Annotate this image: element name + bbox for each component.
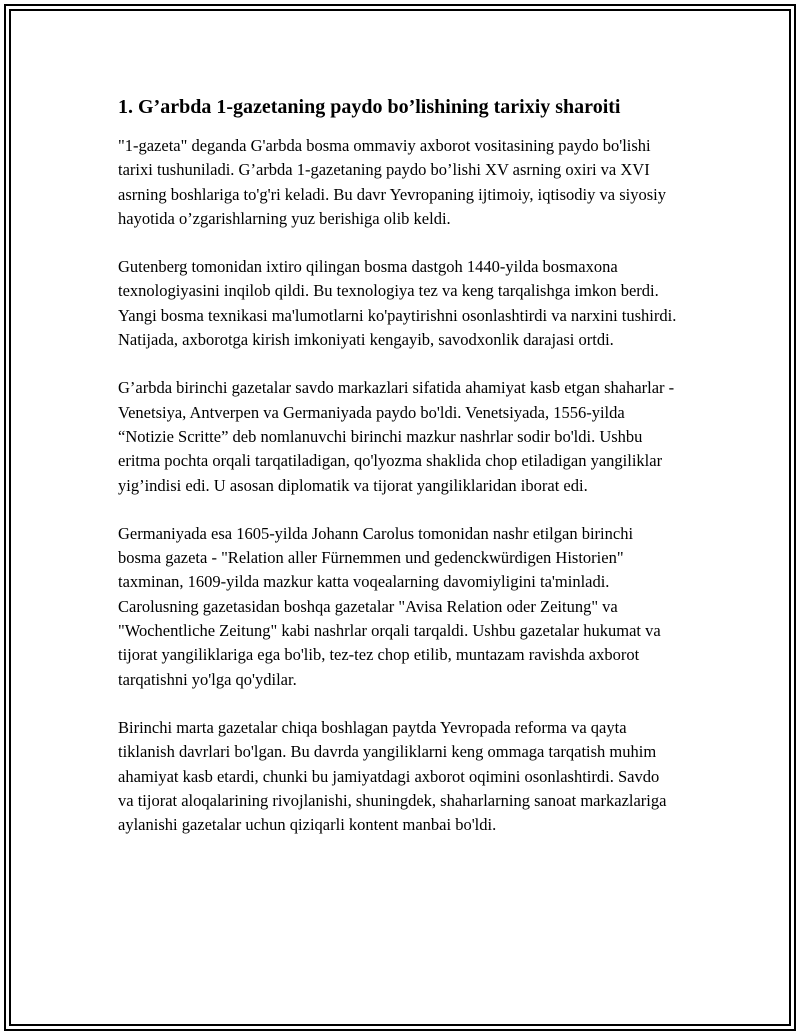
section-heading: 1. G’arbda 1-gazetaning paydo bo’lishining tarixiy sharoiti — [118, 96, 621, 118]
paragraph-1: "1-gazeta" deganda G'arbda bosma ommaviy axborot vositasining paydo bo'lishi tarixi tushuniladi. G’arbda 1-gazetaning paydo bo’lishi XV asrning oxiri va XVI asrning boshlariga to'g'ri keladi. Bu davr Yevropaning ijtimoiy, iqtisodiy va siyosiy hayotida o’zgarishlarning yuz berishiga olib keldi. — [118, 136, 666, 228]
paragraph-3: G’arbda birinchi gazetalar savdo markazlari sifatida ahamiyat kasb etgan shaharlar - Venetsiya, Antverpen va Germaniyada paydo bo'ldi. Venetsiyada, 1556-yilda “Notizie Scritte” deb nomlanuvchi birinchi mazkur nashrlar sodir bo'ldi. Ushbu eritma pochta orqali tarqatiladigan, qo'lyozma shaklida chop etiladigan yangiliklar yig’indisi edi. U asosan diplomatik va tijorat yangiliklaridan iborat edi. — [118, 378, 675, 495]
paragraph-2: Gutenberg tomonidan ixtiro qilingan bosma dastgoh 1440-yilda bosmaxona texnologiyasini inqilob qildi. Bu texnologiya tez va keng tarqalishga imkon berdi. Yangi bosma texnikasi ma'lumotlarni ko'paytirishni osonlashtirdi va narxini tushirdi. Natijada, axborotga kirish imkoniyati kengayib, savodxonlik darajasi ortdi. — [118, 257, 677, 350]
document-body — [118, 92, 678, 861]
paragraph-4: Germaniyada esa 1605-yilda Johann Carolus tomonidan nashr etilgan birinchi bosma gazeta - "Relation aller Fürnemmen und gedenckwürdigen Historien" taxminan, 1609-yilda mazkur katta voqealarning davomiyligini ta'minladi. Carolusning gazetasidan boshqa gazetalar "Avisa Relation oder Zeitung" va "Wochentliche Zeitung" kabi nashrlar orqali tarqaldi. Ushbu gazetalar hukumat va tijorat yangiliklariga ega bo'lib, tez-tez chop etilib, muntazam ravishda axborot tarqatishni yo'lga qo'ydilar. — [118, 523, 661, 689]
paragraph-5: Birinchi marta gazetalar chiqa boshlagan paytda Yevropada reforma va qayta tiklanish davrlari bo'lgan. Bu davrda yangiliklarni keng ommaga tarqatish muhim ahamiyat kasb etardi, chunki bu jamiyatdagi axborot oqimini osonlashtirdi. Savdo va tijorat aloqalarining rivojlanishi, shuningdek, shaharlarning sanoat markazlariga aylanishi gazetalar uchun qiziqarli kontent manbai bo'ldi. — [118, 717, 667, 835]
